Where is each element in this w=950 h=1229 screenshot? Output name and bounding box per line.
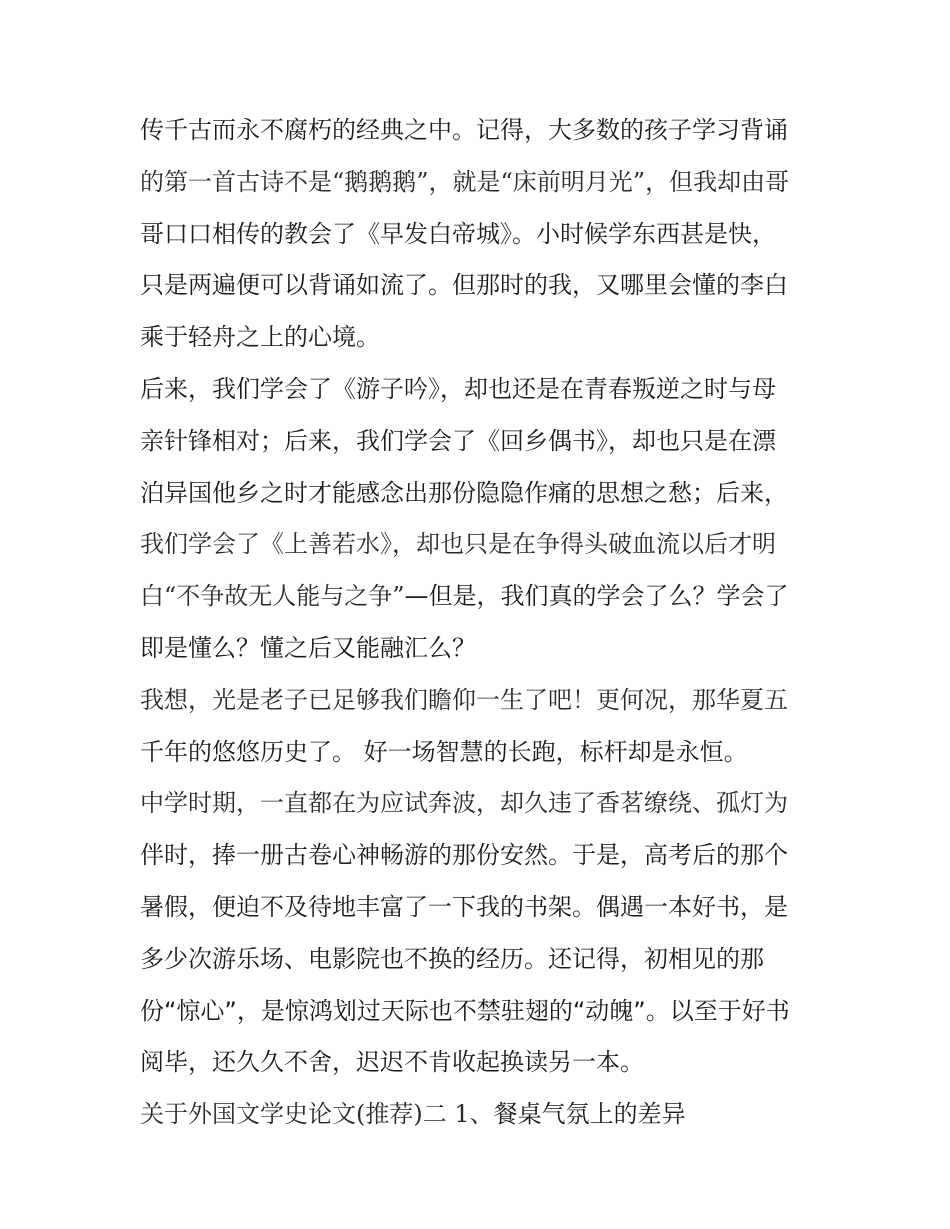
text-segment: 暑假，便迫不及待地丰富了一下我的书架。偶遇一本好书，是 <box>140 892 788 921</box>
text-line <box>140 934 820 986</box>
text-segment: 只是两遍便可以背诵如流了。但那时的我，又哪里会懂的李白 <box>140 271 788 300</box>
text-line <box>140 571 820 623</box>
text-line <box>140 675 820 727</box>
text-line <box>140 157 820 209</box>
text-segment: 泊异国他乡之时才能感念出那份隐隐作痛的思想之愁；后来， <box>140 478 788 507</box>
text-line <box>140 416 820 468</box>
text-line <box>140 105 820 157</box>
text-segment: 我们学会了《上善若水》，却也只是在争得头破血流以后才明 <box>140 530 776 559</box>
text-segment: 白“不争故无人能与之争” <box>140 582 405 611</box>
text-segment: 后来，我们学会了《游子吟》，却也还是在青春叛逆之时与母 <box>140 374 776 403</box>
text-segment: 伴时，捧一册古卷心神畅游的那份安然。于是，高考后的那个 <box>140 841 788 870</box>
text-line <box>140 882 820 934</box>
text-line <box>140 468 820 520</box>
body-text <box>140 105 820 1141</box>
text-segment: 份“惊心”，是惊鸿划过天际也不禁驻翅的“动魄”。以至于好书 <box>140 996 790 1025</box>
text-line <box>140 312 820 364</box>
text-line <box>140 727 820 779</box>
text-segment: 阅毕，还久久不舍，迟迟不肯收起换读另一本。 <box>140 1048 644 1077</box>
text-line <box>140 364 820 416</box>
text-segment: 餐桌气氛上的差异 <box>493 1100 686 1129</box>
text-segment: 我想，光是老子已足够我们瞻仰一生了吧！更何况，那华夏五 <box>140 685 788 714</box>
text-line <box>140 519 820 571</box>
text-segment: 哥口口相传的教会了《早发白帝城》。小时候学东西甚是快， <box>140 219 776 248</box>
text-segment: —但是，我们真的学会了么？学会了 <box>404 582 789 611</box>
text-line <box>140 623 820 675</box>
text-line <box>140 1037 820 1089</box>
text-segment: 传千古而永不腐朽的经典之中。记得，大多数的孩子学习背诵 <box>140 116 788 144</box>
text-segment: 关于外国文学史论文(推荐)二 1、 <box>140 1100 494 1129</box>
text-segment: 的第一首古诗不是“鹅鹅鹅”，就是“床前明月光”，但我却由哥 <box>140 167 790 196</box>
text-segment: 亲针锋相对；后来，我们学会了《回乡偶书》，却也只是在漂 <box>140 426 776 455</box>
text-line <box>140 778 820 830</box>
text-segment: 中学时期，一直都在为应试奔波，却久违了香茗缭绕、孤灯为 <box>140 789 788 818</box>
text-line <box>140 830 820 882</box>
text-segment: 乘于轻舟之上的心境。 <box>140 323 380 352</box>
text-line <box>140 986 820 1038</box>
text-segment: 多少次游乐场、电影院也不换的经历。还记得，初相见的那 <box>140 944 764 973</box>
text-line <box>140 260 820 312</box>
text-segment: 即是懂么？懂之后又能融汇么？ <box>140 633 476 662</box>
text-line <box>140 209 820 261</box>
text-line <box>140 1089 820 1141</box>
text-segment: 千年的悠悠历史了。 好一场智慧的长跑，标杆却是永恒。 <box>140 737 748 766</box>
